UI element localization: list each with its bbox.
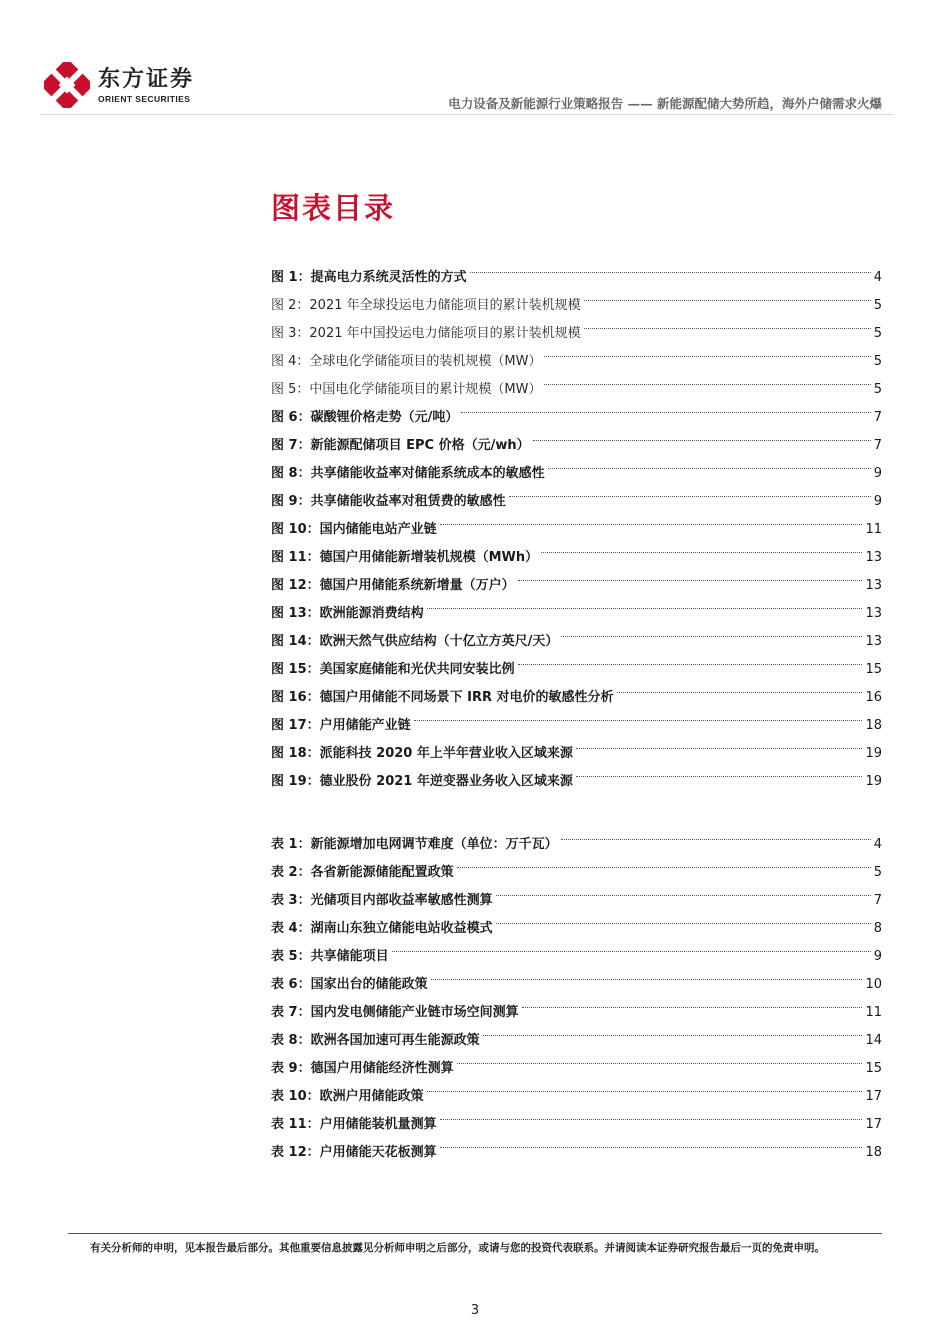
toc-entry[interactable] [271, 628, 882, 656]
toc-dot-leader [392, 951, 871, 952]
toc-entry-label: 图 14：欧洲天然气供应结构（十亿立方英尺/天） [271, 634, 559, 649]
toc-entry[interactable] [271, 292, 882, 320]
toc-entry-label: 图 16：德国户用储能不同场景下 IRR 对电价的敏感性分析 [271, 690, 614, 705]
toc-entry[interactable] [271, 600, 882, 628]
toc-entry-page: 13 [865, 634, 882, 649]
toc-entry[interactable] [271, 656, 882, 684]
toc-entry[interactable] [271, 831, 882, 859]
toc-entry[interactable] [271, 516, 882, 544]
footer-disclaimer: 有关分析师的申明，见本报告最后部分。其他重要信息披露见分析师申明之后部分，或请与您的投资代表联系。并请阅读本证券研究报告最后一页的免责申明。 [90, 1242, 825, 1254]
report-header-title: 电力设备及新能源行业策略报告 —— 新能源配储大势所趋，海外户储需求火爆 [448, 96, 882, 111]
toc-entry-label: 表 11：户用储能装机量测算 [271, 1117, 437, 1132]
toc-entry-page: 17 [865, 1089, 882, 1104]
toc-dot-leader [584, 300, 871, 301]
toc-dot-leader [496, 895, 871, 896]
toc-entry-label: 图 12：德国户用储能系统新增量（万户） [271, 578, 515, 593]
toc-entry-label: 图 10：国内储能电站产业链 [271, 522, 437, 537]
figures-toc-list [271, 264, 882, 796]
toc-entry-page: 7 [873, 410, 882, 425]
toc-entry-page: 13 [865, 606, 882, 621]
toc-entry-label: 图 9：共享储能收益率对租赁费的敏感性 [271, 494, 506, 509]
toc-dot-leader [548, 468, 871, 469]
toc-entry[interactable] [271, 404, 882, 432]
toc-dot-leader [544, 356, 870, 357]
logo-english-name: ORIENT SECURITIES [98, 94, 191, 104]
toc-dot-leader [544, 384, 870, 385]
toc-entry-page: 13 [865, 578, 882, 593]
toc-entry-page: 9 [873, 494, 882, 509]
toc-entry-label: 表 3：光储项目内部收益率敏感性测算 [271, 893, 493, 908]
toc-entry-label: 图 5：中国电化学储能项目的累计规模（MW） [271, 382, 542, 397]
toc-dot-leader [457, 867, 871, 868]
toc-entry-label: 图 13：欧洲能源消费结构 [271, 606, 424, 621]
toc-entry-page: 4 [873, 270, 882, 285]
toc-entry-label: 图 2：2021 年全球投运电力储能项目的累计装机规模 [271, 298, 581, 313]
toc-entry-label: 图 18：派能科技 2020 年上半年营业收入区域来源 [271, 746, 573, 761]
toc-dot-leader [561, 839, 871, 840]
toc-entry-page: 16 [865, 690, 882, 705]
toc-entry-label: 表 5：共享储能项目 [271, 949, 389, 964]
toc-entry-page: 11 [865, 1005, 882, 1020]
logo-chinese-name: 东方证券 [98, 67, 195, 92]
toc-entry-label: 图 8：共享储能收益率对储能系统成本的敏感性 [271, 466, 545, 481]
toc-dot-leader [522, 1007, 863, 1008]
toc-entry-page: 18 [865, 718, 882, 733]
toc-dot-leader [414, 720, 863, 721]
toc-entry-page: 7 [873, 893, 882, 908]
toc-dot-leader [584, 328, 871, 329]
toc-entry-page: 15 [865, 1061, 882, 1076]
toc-entry[interactable] [271, 320, 882, 348]
toc-dot-leader [427, 608, 863, 609]
toc-dot-leader [431, 979, 863, 980]
toc-entry[interactable] [271, 684, 882, 712]
toc-entry-page: 15 [865, 662, 882, 677]
toc-entry-label: 图 19：德业股份 2021 年逆变器业务收入区域来源 [271, 774, 573, 789]
toc-entry-page: 11 [865, 522, 882, 537]
toc-entry-label: 表 1：新能源增加电网调节难度（单位：万千瓦） [271, 837, 558, 852]
toc-dot-leader [496, 923, 871, 924]
toc-dot-leader [533, 440, 871, 441]
page-number: 3 [470, 1303, 480, 1318]
toc-dot-leader [576, 776, 863, 777]
toc-entry-label: 图 17：户用储能产业链 [271, 718, 411, 733]
toc-dot-leader [617, 692, 863, 693]
toc-entry-page: 5 [873, 865, 882, 880]
toc-entry-page: 10 [865, 977, 882, 992]
toc-dot-leader [541, 552, 862, 553]
toc-dot-leader [461, 412, 870, 413]
toc-entry[interactable] [271, 971, 882, 999]
toc-entry-page: 13 [865, 550, 882, 565]
footer-divider [68, 1233, 882, 1234]
toc-dot-leader [518, 664, 863, 665]
toc-entry-label: 表 10：欧洲户用储能政策 [271, 1089, 424, 1104]
toc-entry-label: 图 7：新能源配储项目 EPC 价格（元/wh） [271, 438, 530, 453]
toc-entry[interactable] [271, 488, 882, 516]
toc-entry-page: 8 [873, 921, 882, 936]
toc-entry[interactable] [271, 264, 882, 292]
toc-dot-leader [509, 496, 871, 497]
orient-logo-icon [44, 62, 90, 108]
page-title: 图表目录 [271, 191, 396, 225]
toc-entry-label: 表 7：国内发电侧储能产业链市场空间测算 [271, 1005, 519, 1020]
toc-entry-label: 图 11：德国户用储能新增装机规模（MWh） [271, 550, 539, 565]
toc-entry[interactable] [271, 1027, 882, 1055]
toc-dot-leader [576, 748, 863, 749]
toc-entry[interactable] [271, 740, 882, 768]
toc-entry-label: 表 4：湖南山东独立储能电站收益模式 [271, 921, 493, 936]
toc-dot-leader [457, 1063, 863, 1064]
tables-toc-list [271, 831, 882, 1167]
toc-entry[interactable] [271, 887, 882, 915]
toc-entry-page: 9 [873, 466, 882, 481]
toc-dot-leader [427, 1091, 863, 1092]
toc-dot-leader [561, 636, 862, 637]
toc-entry-page: 5 [873, 298, 882, 313]
toc-entry[interactable] [271, 1055, 882, 1083]
toc-entry-page: 18 [865, 1145, 882, 1160]
toc-entry[interactable] [271, 572, 882, 600]
header-divider [40, 114, 894, 115]
toc-entry-label: 表 9：德国户用储能经济性测算 [271, 1061, 454, 1076]
toc-dot-leader [518, 580, 863, 581]
toc-entry-label: 图 6：碳酸锂价格走势（元/吨） [271, 410, 459, 425]
toc-entry-label: 图 1：提高电力系统灵活性的方式 [271, 270, 467, 285]
toc-entry[interactable] [271, 943, 882, 971]
toc-entry-page: 7 [873, 438, 882, 453]
toc-entry[interactable] [271, 1139, 882, 1167]
toc-entry[interactable] [271, 768, 882, 796]
toc-entry-label: 表 6：国家出台的储能政策 [271, 977, 428, 992]
toc-entry[interactable] [271, 348, 882, 376]
toc-entry-label: 图 15：美国家庭储能和光伏共同安装比例 [271, 662, 515, 677]
toc-entry-label: 表 8：欧洲各国加速可再生能源政策 [271, 1033, 480, 1048]
toc-entry-label: 表 2：各省新能源储能配置政策 [271, 865, 454, 880]
toc-entry[interactable] [271, 915, 882, 943]
toc-entry-page: 5 [873, 354, 882, 369]
toc-entry[interactable] [271, 460, 882, 488]
toc-entry-page: 9 [873, 949, 882, 964]
toc-dot-leader [483, 1035, 863, 1036]
toc-entry[interactable] [271, 999, 882, 1027]
toc-entry[interactable] [271, 712, 882, 740]
toc-dot-leader [440, 524, 863, 525]
orient-securities-logo [44, 62, 204, 110]
toc-dot-leader [440, 1147, 863, 1148]
toc-entry-page: 14 [865, 1033, 882, 1048]
toc-dot-leader [440, 1119, 863, 1120]
toc-entry[interactable] [271, 1083, 882, 1111]
toc-entry-label: 图 4：全球电化学储能项目的装机规模（MW） [271, 354, 542, 369]
toc-entry[interactable] [271, 544, 882, 572]
toc-entry[interactable] [271, 1111, 882, 1139]
toc-entry[interactable] [271, 432, 882, 460]
toc-entry-label: 表 12：户用储能天花板测算 [271, 1145, 437, 1160]
toc-entry[interactable] [271, 376, 882, 404]
toc-dot-leader [470, 272, 871, 273]
toc-entry-page: 4 [873, 837, 882, 852]
toc-entry-page: 17 [865, 1117, 882, 1132]
toc-entry-label: 图 3：2021 年中国投运电力储能项目的累计装机规模 [271, 326, 581, 341]
toc-entry-page: 19 [865, 746, 882, 761]
toc-entry-page: 19 [865, 774, 882, 789]
toc-entry-page: 5 [873, 326, 882, 341]
toc-entry[interactable] [271, 859, 882, 887]
toc-entry-page: 5 [873, 382, 882, 397]
